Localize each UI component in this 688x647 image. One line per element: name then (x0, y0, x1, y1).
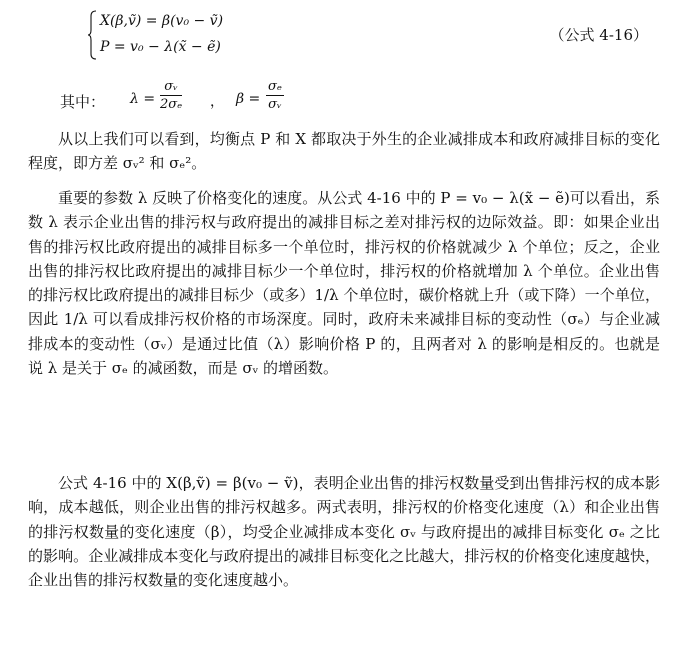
equation-label: （公式 4-16） (549, 26, 648, 44)
beta-denominator: σᵥ (268, 97, 282, 112)
lambda-fraction (160, 79, 182, 112)
lambda-denominator: 2σₑ (160, 97, 183, 112)
where-prefix: 其中： (60, 93, 106, 111)
lambda-numerator: σᵥ (160, 79, 182, 96)
beta-fraction (266, 79, 284, 112)
paragraph-formula-x: 公式 4-16 中的 X(β,ṽ) = β(v₀ − ṽ)，表明企业出售的排污权数量受到出售排污权的成本影响，成本越低，则企业出售的排污权越多。两式表明，排污权的价格变化速度（λ）和企业出售的排污权数量的变化速度（β），均受企业减排成本变化 σᵥ 与政府提出的减排目标变化 σₑ 之比的影响。企业减排成本变化与政府提出的减排目标变化之比越大，排污权的价格变化速度越快，企业出售的排污权数量的变化速度越小。 (28, 474, 660, 590)
definition-separator: ， (210, 94, 224, 110)
lambda-lhs: λ = (130, 91, 156, 107)
paragraph-equilibrium: 从以上我们可以看到，均衡点 P 和 X 都取决于外生的企业减排成本和政府减排目标的变化程度，即方差 σᵥ² 和 σₑ²。 (28, 130, 660, 173)
equation-line-2: P = v₀ − λ(x̃ − ẽ) (100, 39, 221, 55)
paragraph-lambda: 重要的参数 λ 反映了价格变化的速度。从公式 4-16 中的 P = v₀ − λ(x̃ − ẽ)可以看出，系数 λ 表示企业出售的排污权与政府提出的减排目标之差对排污权的边际效益。即：如果企业出售的排污权比政府提出的减排目标多一个单位时，排污权的价格就减少 λ 个单位；反之，企业出售的排污权比政府提出的减排目标少一个单位时，排污权的价格就增加 λ 个单位。企业出售的排污权比政府提出的减排目标少（或多）1/λ 个单位时，碳价格就上升（或下降）一个单位，因此 1/λ 可以看成排污权价格的市场深度。同时，政府未来减排目标的变动性（σₑ）与企业减排成本的变动性（σᵥ）是通过比值（λ）影响价格 P 的，且两者对 λ 的影响是相反的。也就是说 λ 是关于 σₑ 的减函数，而是 σᵥ 的增函数。 (28, 189, 660, 378)
equation-line-1: X(β,ṽ) = β(v₀ − ṽ) (100, 13, 224, 29)
where-definitions (60, 79, 460, 123)
beta-numerator: σₑ (268, 79, 282, 94)
left-brace-icon (88, 10, 98, 60)
equation-system (88, 10, 648, 62)
beta-lhs: β = (236, 91, 261, 107)
